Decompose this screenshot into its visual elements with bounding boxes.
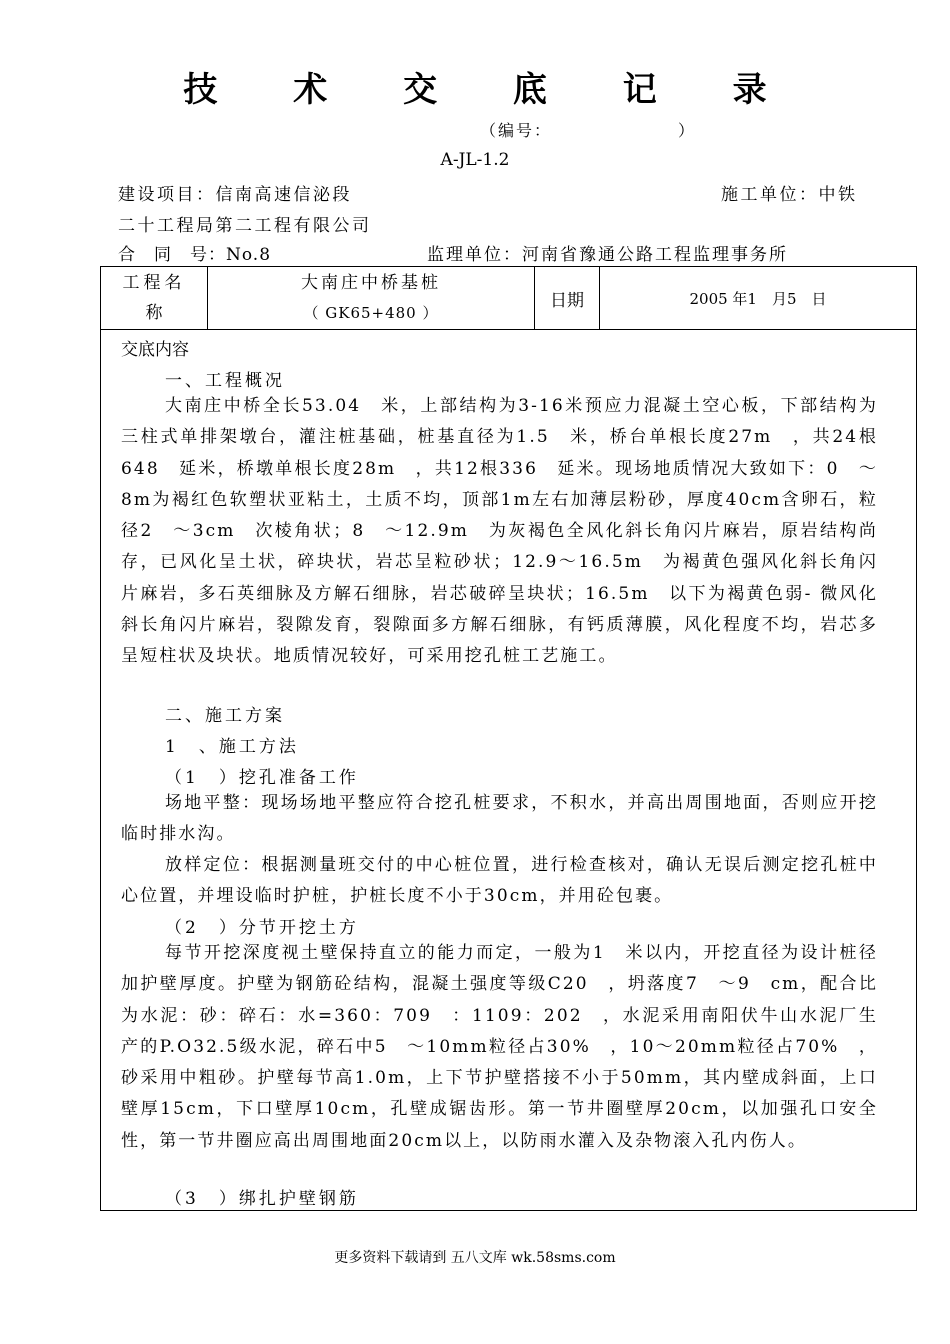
project-name-label-line2: 称	[145, 303, 163, 323]
item-prep-heading: （1 ）挖孔准备工作	[165, 768, 359, 788]
excavation-paragraph: 每节开挖深度视土壁保持直立的能力而定，一般为1 米以内，开挖直径为设计桩径加护壁厚度。护壁为钢筋砼结构，混凝土强度等级C20 ，坍落度7 ～9 cm，配合比为水泥：砂：碎石：水=360：709 ：1109：202 ，水泥采用南阳伏牛山水泥厂生产的P.O32.5级水泥，碎石中5 ～10mm粒径占30% ，10～20mm粒径占70% ，砂采用中粗砂。护壁每节高1.0m，上下节护壁搭接不小于50mm，其内壁成斜面，上口壁厚15cm，下口壁厚10cm，孔壁成锯齿形。第一节井圈壁厚20cm，以加强孔口安全性，第一节井圈应高出周围地面20cm以上，以防雨水灌入及杂物滚入孔内伤人。	[121, 943, 878, 1151]
footer-text: 更多资料下载请到 五八文库 wk.58sms.com	[334, 1250, 616, 1266]
doc-number: A-JL-1.2	[440, 150, 510, 170]
section-plan-heading: 二、施工方案	[165, 706, 285, 726]
project-name-value-line1: 大南庄中桥基桩	[301, 273, 441, 293]
header-table	[100, 266, 917, 330]
setting-out-paragraph: 放样定位：根据测量班交付的中心桩位置，进行检查核对，确认无误后测定挖孔桩中心位置，并埋设临时护桩，护桩长度不小于30cm，并用砼包裹。	[121, 855, 878, 907]
content-box	[100, 329, 917, 1211]
project-name-label	[101, 267, 208, 330]
supervisor-info: 监理单位：河南省豫通公路工程监理事务所	[427, 245, 788, 265]
site-leveling-paragraph: 场地平整：现场场地平整应符合挖孔桩要求，不积水，并高出周围地面，否则应开挖临时排水沟。	[121, 793, 878, 845]
date-label: 日期	[535, 267, 600, 330]
project-name-value	[208, 267, 535, 330]
project-info: 建设项目：信南高速信泌段	[118, 185, 352, 205]
content-heading: 交底内容	[121, 340, 189, 360]
section-overview-heading: 一、工程概况	[165, 371, 285, 391]
overview-paragraph: 大南庄中桥全长53.04 米，上部结构为3-16米预应力混凝土空心板，下部结构为三柱式单排架墩台，灌注桩基础，桩基直径为1.5 米，桥台单根长度27m ，共24根648 延米，桥墩单根长度28m ，共12根336 延米。现场地质情况大致如下：0 ～8m为褐红色软塑状亚粘土，土质不均，顶部1m左右加薄层粉砂，厚度40cm含卵石，粒径2 ～3cm 次棱角状；8 ～12.9m 为灰褐色全风化斜长角闪片麻岩，原岩结构尚存，已风化呈土状，碎块状，岩芯呈粒砂状；12.9～16.5m 为褐黄色强风化斜长角闪片麻岩，多石英细脉及方解石细脉，岩芯破碎呈块状；16.5m 以下为褐黄色弱- 微风化斜长角闪片麻岩，裂隙发育，裂隙面多方解石细脉，有钙质薄膜，风化程度不均，岩芯多呈短柱状及块状。地质情况较好，可采用挖孔桩工艺施工。	[121, 396, 878, 667]
project-name-label-line1: 工程名	[122, 273, 186, 293]
project-name-value-line2: （ GK65+480 ）	[303, 304, 439, 322]
code-label: （编号：	[480, 121, 553, 140]
item-rebar-heading: （3 ）绑扎护壁钢筋	[165, 1189, 359, 1209]
date-value: 2005 年1 月5 日	[600, 267, 917, 330]
contract-number: 合 同 号：No.8	[118, 245, 272, 265]
subsection-method-heading: 1 、施工方法	[165, 737, 299, 757]
contractor-info-line2: 二十工程局第二工程有限公司	[118, 216, 372, 236]
page-title: 技 术 交 底 记 录	[183, 70, 799, 110]
code-close: ）	[678, 121, 695, 140]
contractor-info-line1: 施工单位：中铁	[721, 185, 858, 205]
item-excavation-heading: （2 ）分节开挖土方	[165, 918, 359, 938]
